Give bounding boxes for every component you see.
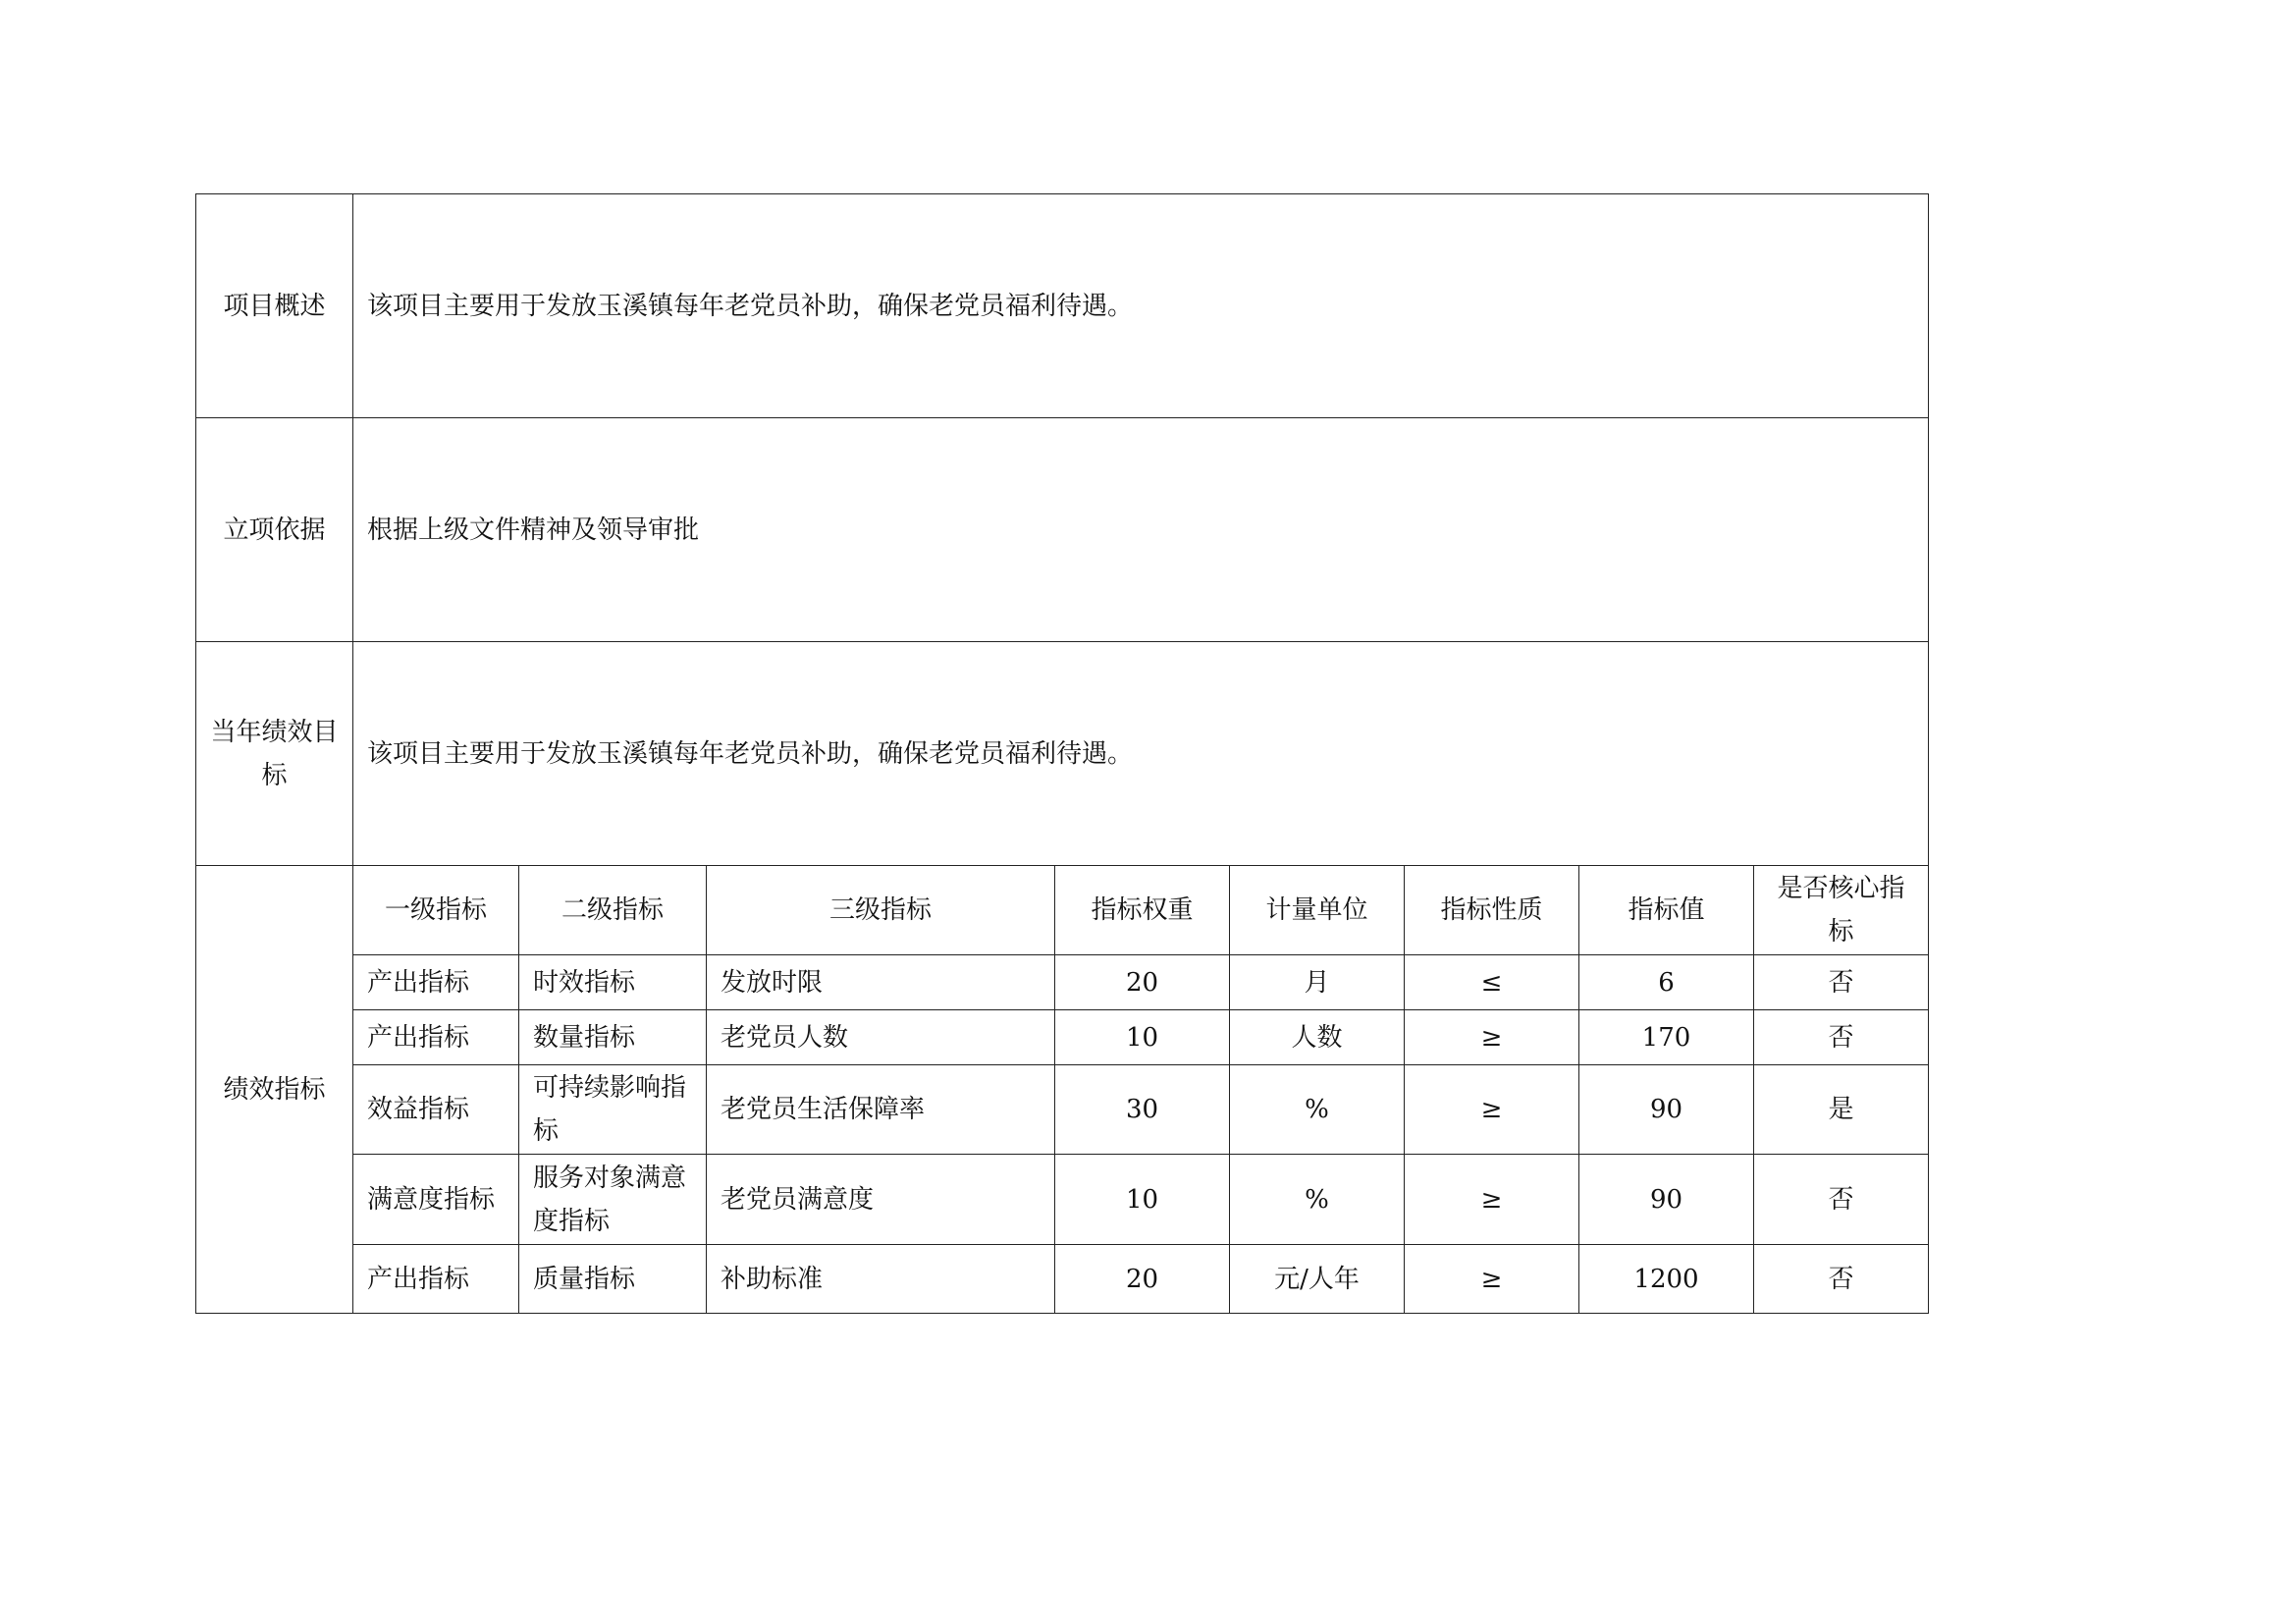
nature-cell: ≥ <box>1405 1010 1579 1065</box>
table-row <box>196 1010 1929 1065</box>
value-cell: 170 <box>1579 1010 1754 1065</box>
core-cell: 否 <box>1754 955 1929 1010</box>
level2-cell: 可持续影响指标 <box>519 1065 707 1155</box>
unit-cell: 元/人年 <box>1230 1245 1405 1314</box>
nature-cell: ≥ <box>1405 1065 1579 1155</box>
table-row <box>196 1245 1929 1314</box>
level1-cell: 产出指标 <box>353 1245 519 1314</box>
level1-cell: 满意度指标 <box>353 1155 519 1245</box>
level1-cell: 产出指标 <box>353 955 519 1010</box>
overview-label: 项目概述 <box>196 194 353 418</box>
value-cell: 6 <box>1579 955 1754 1010</box>
level1-cell: 产出指标 <box>353 1010 519 1065</box>
level3-cell: 老党员人数 <box>707 1010 1055 1065</box>
header-level3: 三级指标 <box>707 866 1055 955</box>
indicator-header-row <box>196 866 1929 955</box>
basis-row <box>196 418 1929 642</box>
goal-row <box>196 642 1929 866</box>
performance-table <box>195 193 1929 1314</box>
level3-cell: 补助标准 <box>707 1245 1055 1314</box>
table-row <box>196 1065 1929 1155</box>
nature-cell: ≥ <box>1405 1245 1579 1314</box>
weight-cell: 20 <box>1055 1245 1230 1314</box>
goal-label: 当年绩效目标 <box>196 642 353 866</box>
level2-cell: 数量指标 <box>519 1010 707 1065</box>
value-cell: 90 <box>1579 1155 1754 1245</box>
core-cell: 是 <box>1754 1065 1929 1155</box>
header-value: 指标值 <box>1579 866 1754 955</box>
core-cell: 否 <box>1754 1155 1929 1245</box>
value-cell: 1200 <box>1579 1245 1754 1314</box>
weight-cell: 30 <box>1055 1065 1230 1155</box>
indicators-label: 绩效指标 <box>196 866 353 1314</box>
level3-cell: 老党员满意度 <box>707 1155 1055 1245</box>
table-row <box>196 1155 1929 1245</box>
level3-cell: 发放时限 <box>707 955 1055 1010</box>
unit-cell: 人数 <box>1230 1010 1405 1065</box>
level2-cell: 时效指标 <box>519 955 707 1010</box>
header-weight: 指标权重 <box>1055 866 1230 955</box>
header-level1: 一级指标 <box>353 866 519 955</box>
basis-label: 立项依据 <box>196 418 353 642</box>
level2-cell: 服务对象满意度指标 <box>519 1155 707 1245</box>
nature-cell: ≥ <box>1405 1155 1579 1245</box>
overview-content: 该项目主要用于发放玉溪镇每年老党员补助，确保老党员福利待遇。 <box>353 194 1929 418</box>
basis-content: 根据上级文件精神及领导审批 <box>353 418 1929 642</box>
header-level2: 二级指标 <box>519 866 707 955</box>
overview-row <box>196 194 1929 418</box>
weight-cell: 10 <box>1055 1155 1230 1245</box>
weight-cell: 10 <box>1055 1010 1230 1065</box>
level2-cell: 质量指标 <box>519 1245 707 1314</box>
unit-cell: % <box>1230 1155 1405 1245</box>
weight-cell: 20 <box>1055 955 1230 1010</box>
core-cell: 否 <box>1754 1245 1929 1314</box>
goal-content: 该项目主要用于发放玉溪镇每年老党员补助，确保老党员福利待遇。 <box>353 642 1929 866</box>
table-row <box>196 955 1929 1010</box>
value-cell: 90 <box>1579 1065 1754 1155</box>
level1-cell: 效益指标 <box>353 1065 519 1155</box>
unit-cell: 月 <box>1230 955 1405 1010</box>
core-cell: 否 <box>1754 1010 1929 1065</box>
nature-cell: ≤ <box>1405 955 1579 1010</box>
header-nature: 指标性质 <box>1405 866 1579 955</box>
header-core: 是否核心指标 <box>1754 866 1929 955</box>
level3-cell: 老党员生活保障率 <box>707 1065 1055 1155</box>
unit-cell: % <box>1230 1065 1405 1155</box>
header-unit: 计量单位 <box>1230 866 1405 955</box>
